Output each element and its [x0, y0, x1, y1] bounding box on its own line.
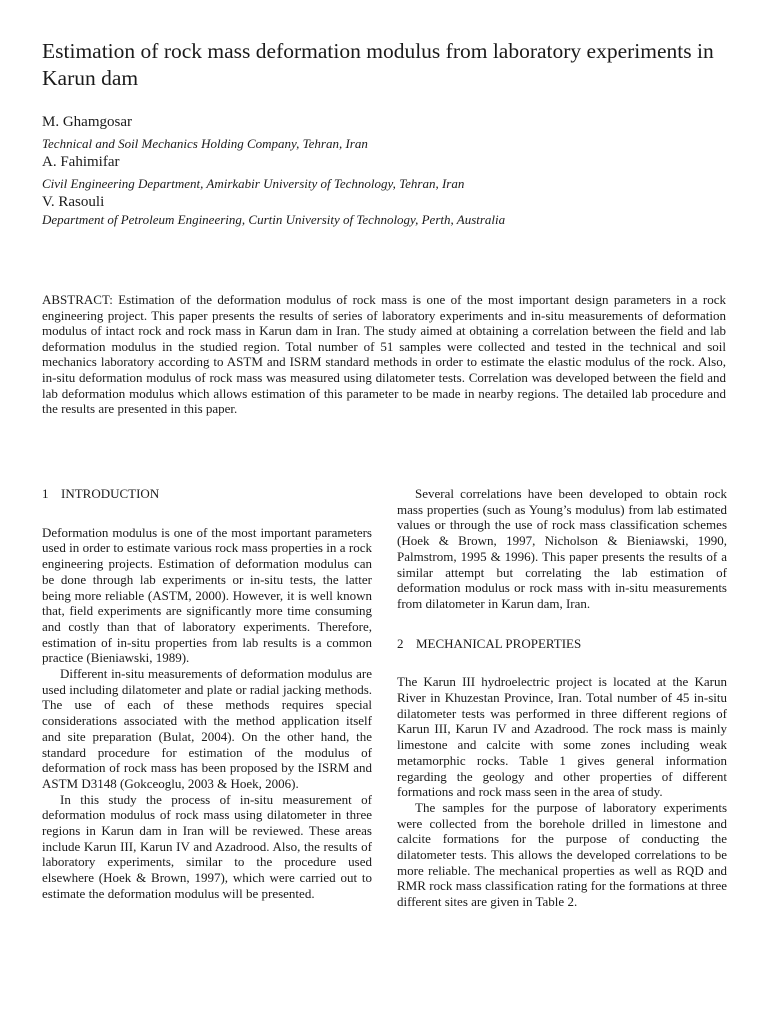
section-title: INTRODUCTION: [61, 486, 160, 501]
right-column: [397, 486, 727, 910]
section-heading-introduction: [42, 486, 372, 502]
paragraph: The Karun III hydroelectric project is located at the Karun River in Khuzestan Province, Iran. Total number of 45 in-situ dilatometer tests was performed in three different regions of Karun III, Karun IV and Azadrood. The rock mass is mainly limestone and calcite with some zones including weak metamorphic rocks. Table 1 gives general information regarding the geology and other properties of different formations and rock mass seen in the area of study.: [397, 674, 727, 800]
section-number: 2: [397, 635, 404, 651]
paragraph: The samples for the purpose of laboratory experiments were collected from the borehole drilled in limestone and calcite formations for the purpose of conducting the dilatometer tests. This allows the developed correlations to be more reliable. The mechanical properties as well as RQD and RMR rock mass classification rating for the formations at three different sites are given in Table 2.: [397, 799, 727, 910]
paragraph: Several correlations have been developed to obtain rock mass properties (such as Young’s modulus) from lab estimated values or through the use of rock mass classification schemes (Hoek & Brown, 1997, Nicholson & Bieniawski, 1990, Palmstrom, 1995 & 1996). This paper presents the results of a similar attempt but correlating the lab estimation of deformation modulus or rock mass with in-situ measurements from dilatometer in Karun dam, Iran.: [397, 486, 727, 611]
left-column: [42, 486, 372, 902]
paragraph: Deformation modulus is one of the most important parameters used in order to estimate various rock mass properties in a rock engineering projects. Estimation of deformation modulus can be done through lab experiments or in-situ tests, the latter being more reliable (ASTM, 2000). However, it is well known that, field experiments are significantly more time consuming and costly than that of laboratory experiments. Therefore, estimation of in-situ properties from lab results is a common practice (Bieniawski, 1989).: [42, 524, 372, 666]
paragraph: In this study the process of in-situ measurement of deformation modulus of rock mass using dilatometer in three regions in Karun dam in Iran will be reviewed. These areas include Karun III, Karun IV and Azadrood. Also, the results of laboratory experiments, similar to the procedure used elsewhere (Hoek & Brown, 1997), which were carried out to estimate the deformation modulus will be presented.: [42, 791, 372, 901]
author-name: A. Fahimifar: [42, 154, 120, 170]
author-affiliation: Technical and Soil Mechanics Holding Company, Tehran, Iran: [42, 136, 368, 151]
author-affiliation: Civil Engineering Department, Amirkabir University of Technology, Tehran, Iran: [42, 176, 465, 191]
abstract: ABSTRACT: Estimation of the deformation modulus of rock mass is one of the most important design parameters in a rock engineering project. This paper presents the results of series of laboratory experiments and in-situ measurements of deformation modulus of intact rock and rock mass in Karun dam in Iran. The study aimed at obtaining a correlation between the field and lab deformation modulus in the studied region. Total number of 51 samples were collected and tested in the technical and soil mechanics laboratory according to ASTM and ISRM standard methods in order to estimate the elastic modulus of the rock. Also, in-situ deformation modulus of rock mass was measured using dilatometer tests. Correlation was developed between the field and lab deformation modulus which allows estimation of this parameter to be made in nearby regions. The detailed lab procedure and the results are presented in this paper.: [42, 292, 726, 417]
author-affiliation: Department of Petroleum Engineering, Curtin University of Technology, Perth, Australia: [42, 212, 506, 227]
section-title: MECHANICAL PROPERTIES: [416, 635, 582, 651]
section-heading-mechanical-properties: [397, 636, 727, 652]
section-number: 1: [42, 486, 49, 501]
paragraph: Different in-situ measurements of deformation modulus are used including dilatometer and plate or radial jacking methods. The use of each of these methods requires special considerations associated with the method application itself and site preparation (Bulat, 2004). On the other hand, the standard procedure for estimation of the modulus of deformation of rock mass has been proposed by the ISRM and ASTM D3148 (Gokceoglu, 2003 & Hoek, 2006).: [42, 666, 372, 791]
paper-title: Estimation of rock mass deformation modulus from laboratory experiments in Karun dam: [42, 39, 714, 90]
author-name: M. Ghamgosar: [42, 114, 132, 130]
author-name: V. Rasouli: [42, 194, 105, 210]
